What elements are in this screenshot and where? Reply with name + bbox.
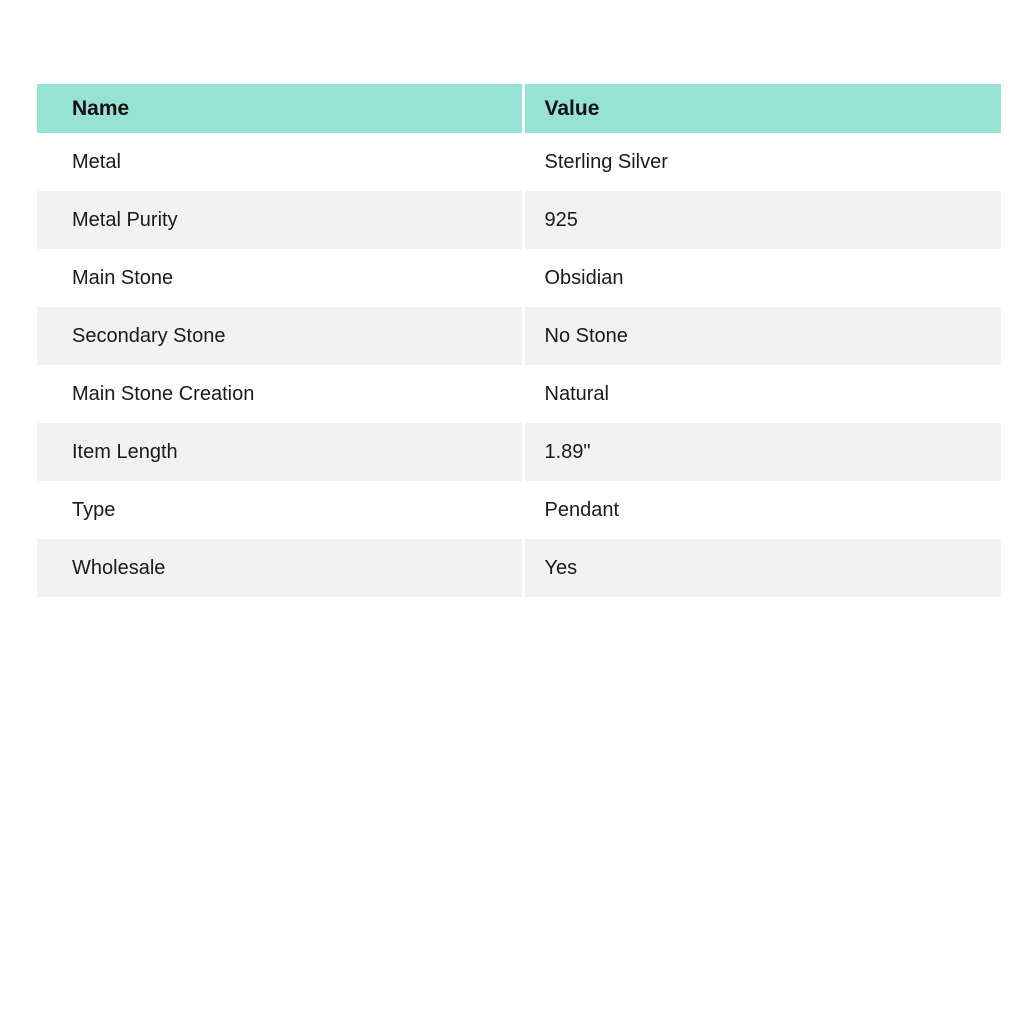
attribute-value-cell: 925 [523,191,1001,249]
column-header-value: Value [523,84,1001,133]
attribute-name-cell: Main Stone [37,249,523,307]
attribute-value-cell: Sterling Silver [523,133,1001,191]
attribute-name-cell: Metal [37,133,523,191]
attribute-name-cell: Main Stone Creation [37,365,523,423]
attribute-value-cell: Yes [523,539,1001,597]
attribute-name-cell: Wholesale [37,539,523,597]
attribute-value-cell: Pendant [523,481,1001,539]
table-row [37,307,1001,365]
attribute-value-cell: Natural [523,365,1001,423]
table-header [37,84,1001,133]
table-row [37,365,1001,423]
table-row [37,481,1001,539]
table-body [37,133,1001,597]
header-row [37,84,1001,133]
attribute-name-cell: Type [37,481,523,539]
attribute-name-cell: Metal Purity [37,191,523,249]
attribute-name-cell: Secondary Stone [37,307,523,365]
attribute-value-cell: Obsidian [523,249,1001,307]
table-row [37,423,1001,481]
attribute-name-cell: Item Length [37,423,523,481]
attribute-value-cell: No Stone [523,307,1001,365]
table-row [37,133,1001,191]
attributes-table-container [37,84,1001,597]
product-attributes-table [37,84,1001,597]
column-header-name: Name [37,84,523,133]
attribute-value-cell: 1.89" [523,423,1001,481]
table-row [37,191,1001,249]
table-row [37,249,1001,307]
table-row [37,539,1001,597]
